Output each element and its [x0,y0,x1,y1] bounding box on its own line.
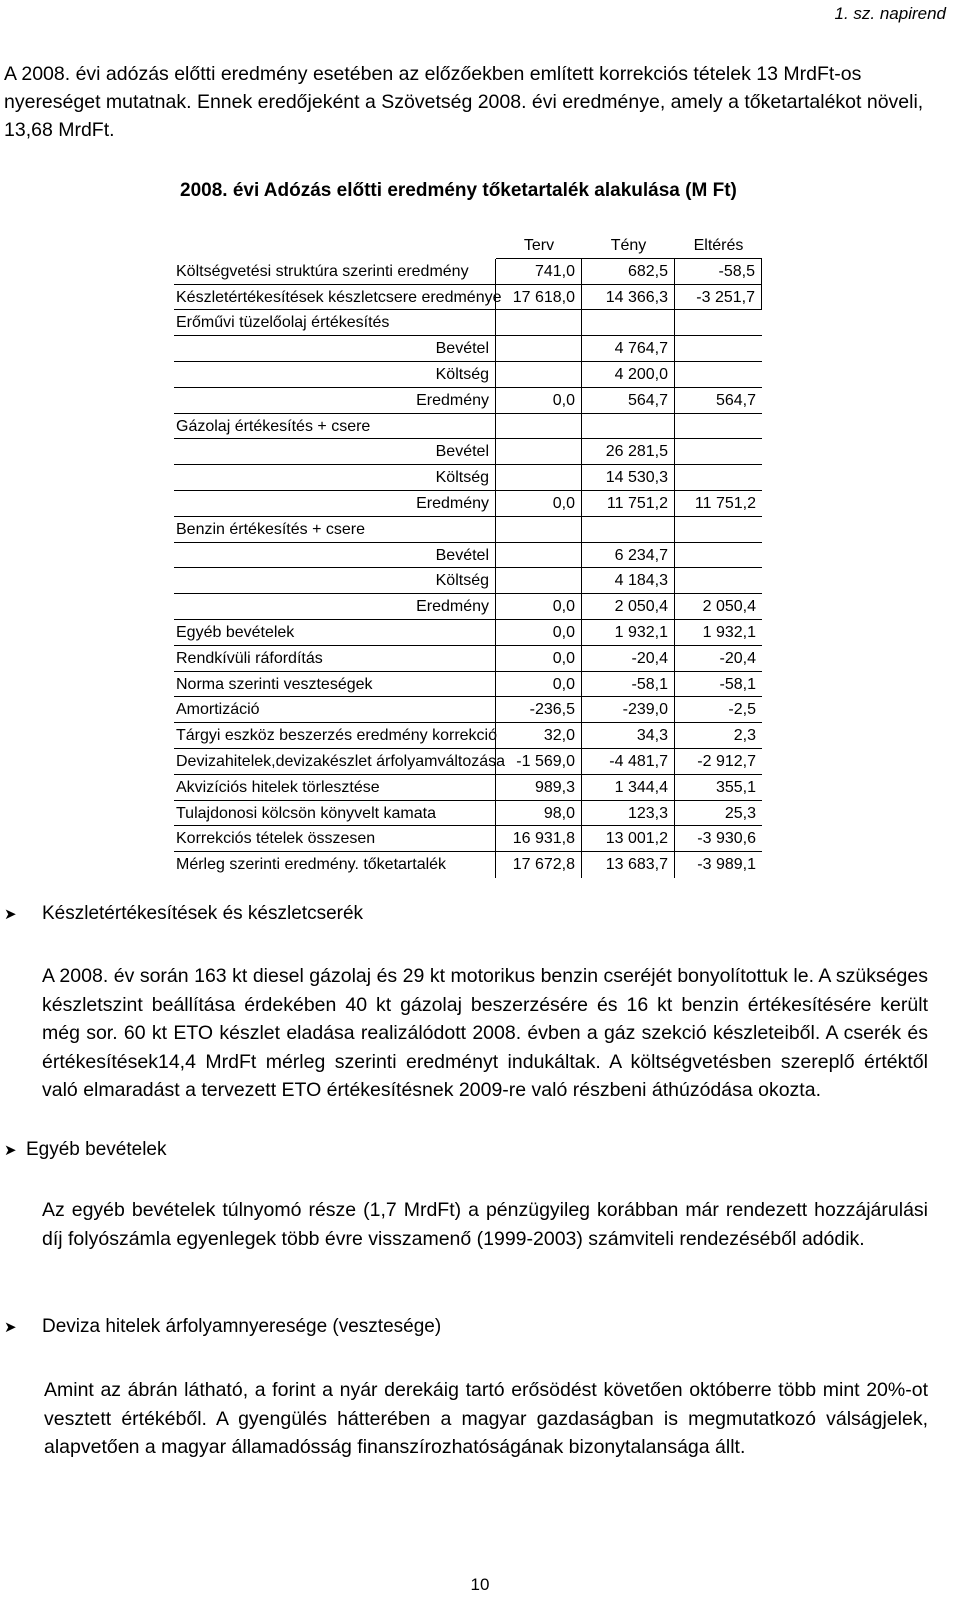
row-sublabel: Költség [174,568,496,594]
row-sublabel: Bevétel [174,336,496,362]
cell-terv: 0,0 [496,388,582,414]
cell-teny: 123,3 [582,801,675,827]
row-label: Rendkívüli ráfordítás [174,646,496,672]
page-header: 1. sz. napirend [834,4,946,23]
intro-paragraph: A 2008. évi adózás előtti eredmény esetében az előzőekben említett korrekciós tételek 13 MrdFt-os nyereséget mutatnak. Ennek eredőjeként a Szövetség 2008. évi eredménye, amely a tőketartalékot növeli, 13,68 MrdFt. [4,63,924,141]
cell-terv: 0,0 [496,646,582,672]
cell-teny: 1 344,4 [582,775,675,801]
section-heading-keszlet [4,903,363,925]
cell-terv: 17 618,0 [496,285,582,311]
row-label: Amortizáció [174,697,496,723]
cell-elteres [675,568,762,594]
cell-elteres: 2 050,4 [675,594,762,620]
row-sublabel: Költség [174,362,496,388]
row-label: Gázolaj értékesítés + csere [174,414,496,440]
column-header-terv: Terv [496,233,582,259]
row-label: Korrekciós tételek összesen [174,826,496,852]
cell-terv [496,439,582,465]
cell-terv: -236,5 [496,697,582,723]
cell-teny: -20,4 [582,646,675,672]
cell-terv [496,310,582,336]
cell-teny: 26 281,5 [582,439,675,465]
table-title: 2008. évi Adózás előtti eredmény tőketartalék alakulása (M Ft) [180,180,737,201]
cell-terv: 32,0 [496,723,582,749]
cell-elteres: -2 912,7 [675,749,762,775]
section-heading-text: Egyéb bevételek [26,1139,167,1160]
cell-teny: 14 530,3 [582,465,675,491]
cell-teny: 4 184,3 [582,568,675,594]
cell-teny: 14 366,3 [582,285,675,311]
cell-elteres: -20,4 [675,646,762,672]
cell-terv [496,465,582,491]
cell-terv: 16 931,8 [496,826,582,852]
cell-terv [496,336,582,362]
cell-terv [496,414,582,440]
row-label: Mérleg szerinti eredmény. tőketartalék [174,852,496,878]
cell-terv: 17 672,8 [496,852,582,878]
cell-elteres: -58,1 [675,672,762,698]
row-label: Devizahitelek,devizakészlet árfolyamváltozása [174,749,496,775]
section-heading-egyeb [4,1139,167,1161]
cell-elteres: 1 932,1 [675,620,762,646]
cell-elteres [675,414,762,440]
cell-teny: -239,0 [582,697,675,723]
cell-elteres [675,362,762,388]
column-header-teny: Tény [582,233,675,259]
cell-elteres: 2,3 [675,723,762,749]
cell-elteres [675,517,762,543]
cell-elteres: 11 751,2 [675,491,762,517]
row-sublabel: Eredmény [174,388,496,414]
cell-terv: 0,0 [496,620,582,646]
row-sublabel: Bevétel [174,439,496,465]
cell-teny: 4 200,0 [582,362,675,388]
row-sublabel: Költség [174,465,496,491]
row-label: Benzin értékesítés + csere [174,517,496,543]
cell-teny: -58,1 [582,672,675,698]
cell-teny: 564,7 [582,388,675,414]
cell-elteres: -3 930,6 [675,826,762,852]
cell-terv: 0,0 [496,491,582,517]
row-sublabel: Bevétel [174,543,496,569]
cell-teny: -4 481,7 [582,749,675,775]
row-label: Erőművi tüzelőolaj értékesítés [174,310,496,336]
cell-elteres: 355,1 [675,775,762,801]
cell-terv [496,568,582,594]
section-heading-text: Készletértékesítések és készletcserék [42,903,364,924]
section-paragraph-egyeb: Az egyéb bevételek túlnyomó része (1,7 MrdFt) a pénzügyileg korábban már rendezett hozzájárulási díj folyószámla egyenlegek több évre visszamenő (1999-2003) számviteli rendezéséből adódik. [42,1199,928,1250]
section-paragraph-keszlet: A 2008. év során 163 kt diesel gázolaj és 29 kt motorikus benzin cseréjét bonyolítottuk le. A szükséges készletszint beállítása érdekében 40 kt gázolaj beszerzésére és 16 kt benzin értékesítésére került még sor. 60 kt ETO készlet eladása realizálódott 2008. évben a gáz szekció készleteiből. A cserék és értékesítések14,4 MrdFt mérleg szerinti eredményt indukáltak. A költségvetésben szereplő értéktől való elmaradást a tervezett ETO értékesítésnek 2009-re való részbeni áthúzódása okozta. [42,965,928,1101]
cell-terv: 0,0 [496,594,582,620]
cell-teny: 4 764,7 [582,336,675,362]
cell-teny [582,414,675,440]
cell-teny [582,310,675,336]
row-label: Tulajdonosi kölcsön könyvelt kamata [174,801,496,827]
cell-teny: 682,5 [582,259,675,285]
cell-teny: 1 932,1 [582,620,675,646]
bullet-arrow-icon: ➤ [4,906,17,923]
row-label: Tárgyi eszköz beszerzés eredmény korrekció [174,723,496,749]
cell-elteres: -58,5 [675,259,762,285]
cell-elteres: -3 989,1 [697,856,756,874]
row-label: Készletértékesítések készletcsere eredménye [174,285,496,311]
cell-teny [582,517,675,543]
cell-teny: 13 001,2 [582,826,675,852]
cell-terv [496,517,582,543]
cell-terv: 98,0 [496,801,582,827]
cell-teny: 11 751,2 [582,491,675,517]
cell-elteres: 564,7 [675,388,762,414]
row-sublabel: Eredmény [174,594,496,620]
column-header-elteres: Eltérés [675,233,762,259]
cell-terv [496,362,582,388]
page-number: 10 [470,1575,490,1594]
section-heading-deviza [4,1316,441,1338]
cell-terv: 0,0 [496,672,582,698]
cell-elteres: -2,5 [675,697,762,723]
section-paragraph-deviza: Amint az ábrán látható, a forint a nyár derekáig tartó erősödést követően októberre több mint 20%-ot vesztett értékéből. A gyengülés hátterében a magyar gazdaságban is megmutatkozó válságjelek, alapvetően a magyar államadósság finanszírozhatóságának bizonytalansága állt. [44,1379,928,1458]
row-label: Egyéb bevételek [174,620,496,646]
cell-terv: -1 569,0 [496,749,582,775]
cell-elteres [675,465,762,491]
cell-elteres [675,543,762,569]
cell-elteres [675,439,762,465]
row-label: Akvizíciós hitelek törlesztése [174,775,496,801]
cell-elteres: -3 251,7 [675,285,762,311]
cell-teny: 6 234,7 [582,543,675,569]
cell-teny: 13 683,7 [582,852,675,878]
cell-elteres [675,336,762,362]
bullet-arrow-icon: ➤ [4,1142,17,1159]
row-label: Költségvetési struktúra szerinti eredmény [174,259,496,285]
section-heading-text: Deviza hitelek árfolyamnyeresége (vesztesége) [42,1316,442,1337]
row-label: Norma szerinti veszteségek [174,672,496,698]
cell-teny: 2 050,4 [582,594,675,620]
cell-teny: 34,3 [582,723,675,749]
cell-terv: 989,3 [496,775,582,801]
cell-elteres: 25,3 [675,801,762,827]
cell-terv [496,543,582,569]
cell-elteres [675,310,762,336]
row-sublabel: Eredmény [174,491,496,517]
bullet-arrow-icon: ➤ [4,1319,17,1336]
cell-terv: 741,0 [496,259,582,285]
